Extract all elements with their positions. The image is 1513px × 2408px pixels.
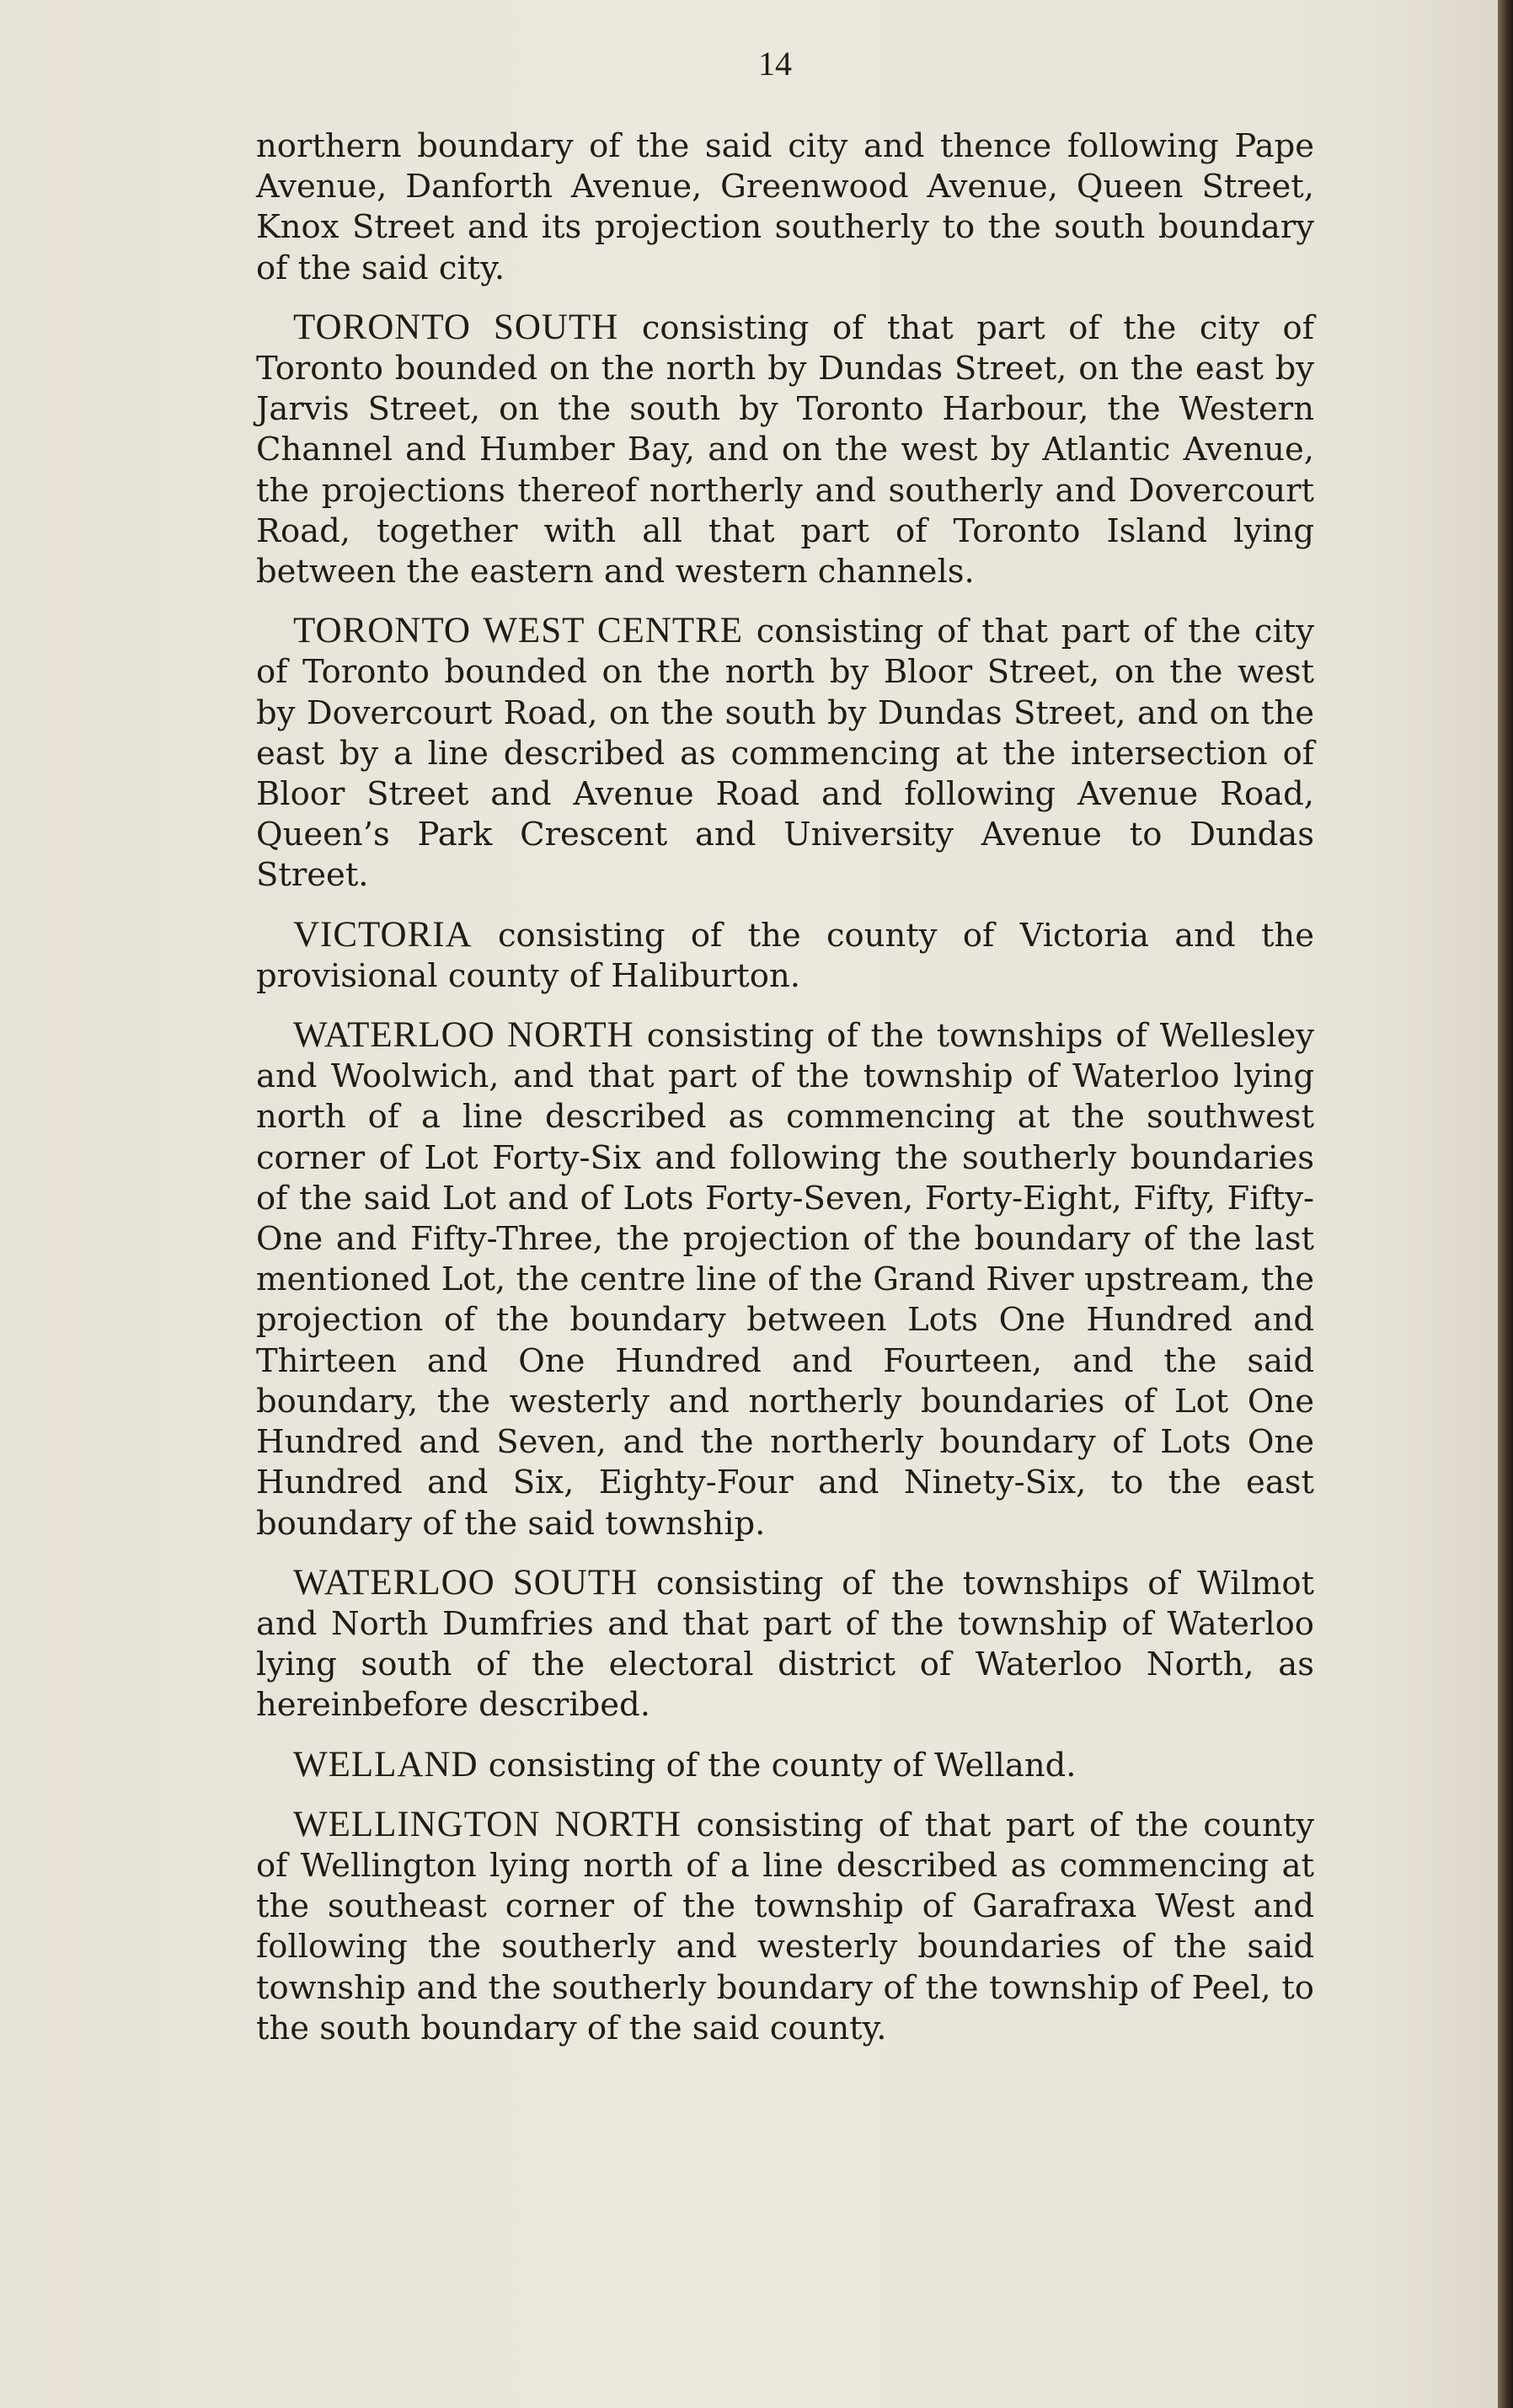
paragraph-text: consisting of that part of the county of Wellington lying north of a line described as commencing at the southeast corner of the township of Garafraxa West and following the southerly and westerly boundaries of the said township and the southerly boundary of the township of Peel, to the south boundary of the said county. [256, 1806, 1314, 2047]
paragraph-text: consisting of the townships of Wilmot and North Dumfries and that part of the township of Waterloo lying south of the electoral district of Waterloo North, as hereinbefore described. [256, 1564, 1314, 1725]
district-name: WATERLOO NORTH [293, 1015, 634, 1056]
district-name: TORONTO SOUTH [293, 307, 619, 347]
district-name: WELLINGTON NORTH [293, 1804, 682, 1844]
paragraph-waterloo-south [256, 1563, 1314, 1726]
paragraph-waterloo-north [256, 1015, 1314, 1544]
paragraph-welland [256, 1745, 1314, 1786]
page-number: 14 [758, 45, 792, 83]
district-name: TORONTO WEST CENTRE [293, 611, 744, 651]
body-text [256, 126, 1314, 2068]
paragraph-toronto-west-centre [256, 611, 1314, 896]
district-name: WATERLOO SOUTH [293, 1562, 639, 1603]
paragraph-victoria [256, 915, 1314, 997]
paragraph-toronto-south [256, 308, 1314, 592]
paragraph-text: consisting of that part of the city of Toronto bounded on the north by Dundas Street, on the east by Jarvis Street, on the south by Toronto Harbour, the Western Channel and Humber Bay, and on the west by Atlantic Avenue, the projections thereof northerly and southerly and Dovercourt Road, together with all that part of Toronto Island lying between the eastern and western channels. [256, 308, 1314, 591]
district-name: VICTORIA [293, 914, 473, 955]
paragraph-text: northern boundary of the said city and thence following Pape Avenue, Danforth Avenue, Greenwood Avenue, Queen Street, Knox Street and its projection southerly to the south boundary of the said city. [256, 127, 1314, 287]
paragraph-wellington-north [256, 1805, 1314, 2049]
paragraph-text: consisting of the county of Victoria and the provisional county of Haliburton. [256, 916, 1314, 995]
paragraph-continuation [256, 126, 1314, 289]
paragraph-text: consisting of the county of Welland. [478, 1746, 1077, 1785]
district-name: WELLAND [293, 1744, 478, 1785]
page-edge [1498, 0, 1513, 2408]
paragraph-text: consisting of the townships of Wellesley and Woolwich, and that part of the township of Waterloo lying north of a line described as commencing at the southwest corner of Lot Forty-Six and following the southerly boundaries of the said Lot and of Lots Forty-Seven, Forty-Eight, Fifty, Fifty-One and Fifty-Three, the projection of the boundary of the last mentioned Lot, the centre line of the Grand River upstream, the projection of the boundary between Lots One Hundred and Thirteen and One Hundred and Fourteen, and the said boundary, the westerly and northerly boundaries of Lot One Hundred and Seven, and the northerly boundary of Lots One Hundred and Six, Eighty-Four and Ninety-Six, to the east boundary of the said township. [256, 1017, 1314, 1543]
paragraph-text: consisting of that part of the city of Toronto bounded on the north by Bloor Street, on the west by Dovercourt Road, on the south by Dundas Street, and on the east by a line described as commencing at the intersection of Bloor Street and Avenue Road and following Avenue Road, Queen’s Park Crescent and University Avenue to Dundas Street. [256, 613, 1314, 895]
